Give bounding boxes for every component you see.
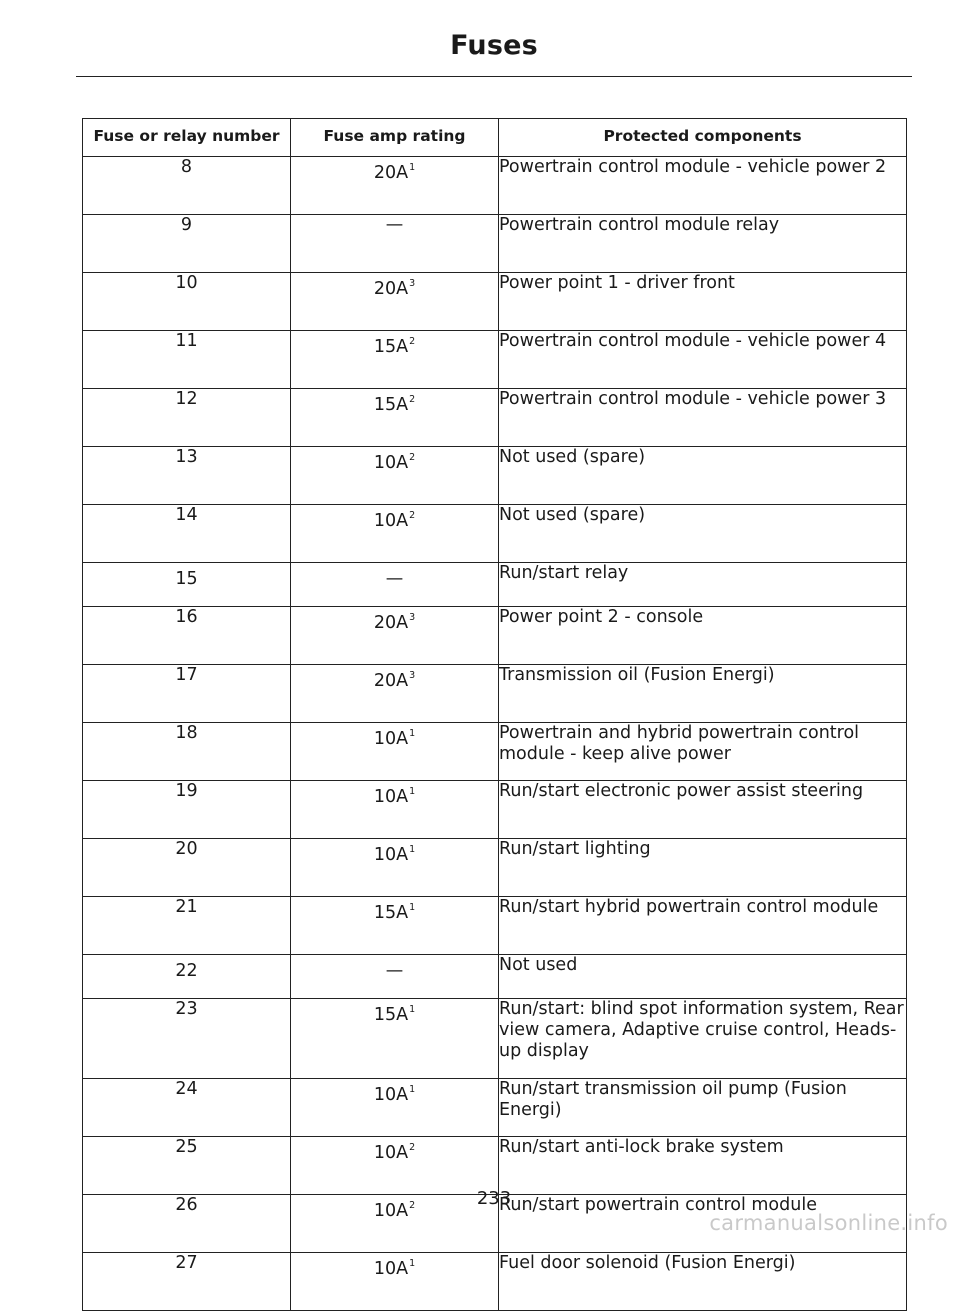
amp-rating-cell: [291, 215, 499, 273]
amp-rating-cell: [291, 897, 499, 955]
page-title: Fuses: [450, 30, 538, 61]
amp-rating-value: 10A: [373, 1201, 409, 1221]
amp-rating-value: 10A: [373, 1085, 409, 1105]
footnote-marker: 1: [409, 1084, 416, 1095]
fuse-number-cell: 26: [83, 1195, 291, 1253]
fuse-number-cell: 18: [83, 723, 291, 781]
fuse-number-cell: 21: [83, 897, 291, 955]
amp-rating-cell: [291, 999, 499, 1079]
footnote-marker: 2: [409, 336, 416, 347]
amp-rating-cell: [291, 955, 499, 999]
fuse-number-cell: 8: [83, 157, 291, 215]
protected-components-cell: Run/start electronic power assist steering: [499, 781, 907, 839]
fuse-number-cell: 11: [83, 331, 291, 389]
amp-rating-value: 15A: [373, 395, 409, 415]
protected-components-cell: Run/start: blind spot information system, Rear view camera, Adaptive cruise control, Heads-up display: [499, 999, 907, 1079]
fuse-number-cell: 14: [83, 505, 291, 563]
table-row: [83, 665, 907, 723]
table-row: [83, 607, 907, 665]
amp-rating-value: 10A: [373, 511, 409, 531]
table-header-row: [83, 119, 907, 157]
protected-components-cell: Run/start lighting: [499, 839, 907, 897]
protected-components-cell: Not used (spare): [499, 447, 907, 505]
footnote-marker: 3: [409, 278, 416, 289]
protected-components-cell: Run/start hybrid powertrain control module: [499, 897, 907, 955]
amp-rating-value: 20A: [373, 613, 409, 633]
fuse-number-cell: 27: [83, 1253, 291, 1311]
table-row: [83, 215, 907, 273]
amp-rating-cell: [291, 781, 499, 839]
amp-rating-cell: [291, 1253, 499, 1311]
amp-rating-cell: [291, 331, 499, 389]
amp-rating-cell: [291, 607, 499, 665]
table-row: [83, 447, 907, 505]
amp-rating-value: 10A: [373, 1143, 409, 1163]
protected-components-cell: Run/start anti-lock brake system: [499, 1137, 907, 1195]
fuse-table-body: [83, 157, 907, 1311]
amp-rating-cell: [291, 157, 499, 215]
table-row: [83, 1253, 907, 1311]
amp-rating-cell: [291, 273, 499, 331]
fuse-number-cell: 9: [83, 215, 291, 273]
amp-rating-value: 15A: [373, 337, 409, 357]
table-row: [83, 157, 907, 215]
protected-components-cell: Run/start relay: [499, 563, 907, 607]
title-divider: [76, 76, 912, 77]
amp-rating-value: 10A: [373, 787, 409, 807]
amp-rating-value: 10A: [373, 453, 409, 473]
footnote-marker: 1: [409, 1004, 416, 1015]
watermark: carmanualsonline.info: [709, 1211, 948, 1235]
protected-components-cell: Powertrain control module - vehicle power 3: [499, 389, 907, 447]
footnote-marker: 3: [409, 612, 416, 623]
amp-rating-value: 15A: [373, 903, 409, 923]
fuse-number-cell: 17: [83, 665, 291, 723]
protected-components-cell: Transmission oil (Fusion Energi): [499, 665, 907, 723]
amp-rating-value: 20A: [373, 279, 409, 299]
table-row: [83, 563, 907, 607]
footnote-marker: 2: [409, 510, 416, 521]
fuse-number-cell: 13: [83, 447, 291, 505]
fuse-number-cell: 23: [83, 999, 291, 1079]
fuse-number-cell: 25: [83, 1137, 291, 1195]
amp-rating-value: —: [385, 961, 404, 981]
fuse-number-cell: 24: [83, 1079, 291, 1137]
amp-rating-cell: [291, 505, 499, 563]
amp-rating-value: 10A: [373, 1259, 409, 1279]
table-row: [83, 505, 907, 563]
amp-rating-value: 15A: [373, 1005, 409, 1025]
header-fuse-number: Fuse or relay number: [83, 119, 291, 157]
table-row: [83, 1079, 907, 1137]
amp-rating-cell: [291, 1079, 499, 1137]
table-row: [83, 955, 907, 999]
table-row: [83, 389, 907, 447]
footnote-marker: 1: [409, 1258, 416, 1269]
footnote-marker: 2: [409, 1200, 416, 1211]
fuse-table: [82, 118, 907, 1311]
table-row: [83, 839, 907, 897]
protected-components-cell: Power point 2 - console: [499, 607, 907, 665]
amp-rating-cell: [291, 447, 499, 505]
footnote-marker: 1: [409, 902, 416, 913]
protected-components-cell: Run/start transmission oil pump (Fusion Energi): [499, 1079, 907, 1137]
amp-rating-value: 20A: [373, 163, 409, 183]
amp-rating-cell: [291, 1137, 499, 1195]
amp-rating-cell: [291, 723, 499, 781]
protected-components-cell: Powertrain control module - vehicle power 2: [499, 157, 907, 215]
footnote-marker: 1: [409, 786, 416, 797]
amp-rating-cell: [291, 563, 499, 607]
fuse-number-cell: 16: [83, 607, 291, 665]
protected-components-cell: Powertrain control module - vehicle power 4: [499, 331, 907, 389]
fuse-number-cell: 22: [83, 955, 291, 999]
amp-rating-cell: [291, 839, 499, 897]
protected-components-cell: Not used (spare): [499, 505, 907, 563]
protected-components-cell: Powertrain control module relay: [499, 215, 907, 273]
protected-components-cell: Powertrain and hybrid powertrain control module - keep alive power: [499, 723, 907, 781]
footnote-marker: 2: [409, 1142, 416, 1153]
header-amp-rating: Fuse amp rating: [291, 119, 499, 157]
amp-rating-value: —: [385, 215, 404, 235]
protected-components-cell: Fuel door solenoid (Fusion Energi): [499, 1253, 907, 1311]
fuse-number-cell: 15: [83, 563, 291, 607]
fuse-number-cell: 10: [83, 273, 291, 331]
table-row: [83, 781, 907, 839]
amp-rating-value: 10A: [373, 845, 409, 865]
footnote-marker: 3: [409, 670, 416, 681]
footnote-marker: 1: [409, 162, 416, 173]
amp-rating-value: 20A: [373, 671, 409, 691]
fuse-number-cell: 12: [83, 389, 291, 447]
footnote-marker: 2: [409, 452, 416, 463]
table-row: [83, 273, 907, 331]
amp-rating-value: 10A: [373, 729, 409, 749]
fuse-number-cell: 19: [83, 781, 291, 839]
table-row: [83, 1137, 907, 1195]
amp-rating-value: —: [385, 569, 404, 589]
protected-components-cell: Power point 1 - driver front: [499, 273, 907, 331]
page-number: 233: [476, 1188, 512, 1209]
protected-components-cell: Run/start powertrain control module: [499, 1195, 907, 1253]
table-row: [83, 331, 907, 389]
header-protected-components: Protected components: [499, 119, 907, 157]
footnote-marker: 1: [409, 844, 416, 855]
footnote-marker: 2: [409, 394, 416, 405]
protected-components-cell: Not used: [499, 955, 907, 999]
fuse-number-cell: 20: [83, 839, 291, 897]
amp-rating-cell: [291, 665, 499, 723]
footnote-marker: 1: [409, 728, 416, 739]
amp-rating-cell: [291, 389, 499, 447]
table-row: [83, 723, 907, 781]
table-row: [83, 999, 907, 1079]
table-row: [83, 897, 907, 955]
